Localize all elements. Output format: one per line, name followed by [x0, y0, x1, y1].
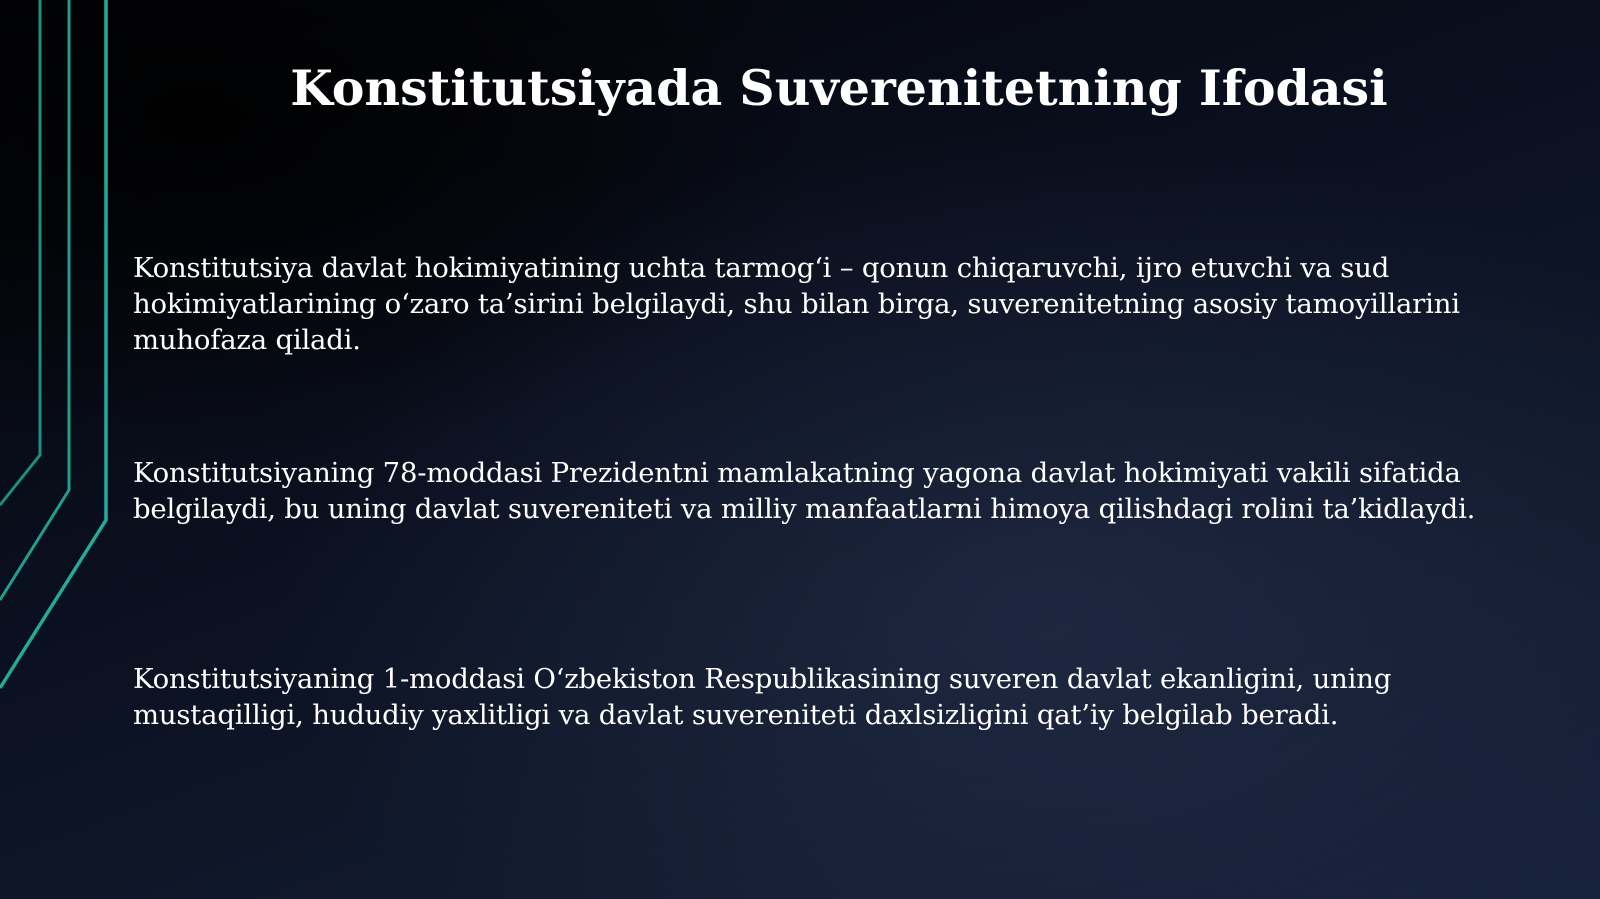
- paragraph-branches-of-power: Konstitutsiya davlat hokimiyatining uchta tarmog‘i – qonun chiqaruvchi, ijro etuvchi va sud hokimiyatlarining o‘zaro ta’sirini belgilaydi, shu bilan birga, suverenitetning asosiy tamoyillarini muhofaza qiladi.: [133, 252, 1460, 356]
- paragraph-article-1: Konstitutsiyaning 1-moddasi O‘zbekiston Respublikasining suveren davlat ekanligini, uning mustaqilligi, hududiy yaxlitligi va davlat suvereniteti daxlsizligini qat’iy belgilab beradi.: [133, 663, 1392, 731]
- slide-title: Konstitutsiyada Suverenitetning Ifodasi: [290, 59, 1388, 117]
- decorative-accent-lines: [0, 0, 140, 899]
- paragraph-article-78: Konstitutsiyaning 78-moddasi Prezidentni mamlakatning yagona davlat hokimiyati vakili sifatida belgilaydi, bu uning davlat suvereniteti va milliy manfaatlarni himoya qilishdagi rolini ta’kidlaydi.: [133, 457, 1476, 525]
